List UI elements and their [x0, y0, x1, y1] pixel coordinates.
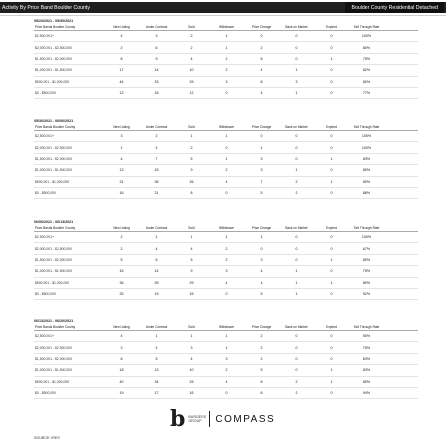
price-band-label: $1,000,001 - $1,500,000	[35, 368, 72, 373]
table-cell: 29	[189, 280, 194, 285]
table-cell: 26	[189, 179, 194, 184]
column-header: Expired	[326, 325, 337, 329]
table-cell: 2	[190, 45, 193, 50]
table-cell: 92%	[362, 292, 371, 297]
table-cell: 1	[295, 168, 298, 173]
table-cell: 83%	[362, 368, 371, 373]
table-row	[34, 377, 418, 388]
table-cell: 0	[330, 391, 333, 396]
table-row	[34, 365, 418, 376]
table-cell: 1	[225, 156, 228, 161]
table-cell: 14	[154, 269, 159, 274]
table-row	[34, 165, 418, 176]
table-cell: 77%	[362, 91, 371, 96]
table-cell: 0	[295, 368, 298, 373]
column-header: Sold	[188, 325, 195, 329]
table-cell: 4	[225, 179, 228, 184]
table-cell: 2	[295, 179, 298, 184]
table-cell: 0	[295, 246, 298, 251]
table-cell: 2	[120, 246, 123, 251]
table-cell: 3	[295, 79, 298, 84]
report-title-right: Boulder County Residential Detached	[345, 2, 444, 13]
table-cell: 0	[295, 235, 298, 240]
table-cell: 1	[330, 379, 333, 384]
table-cell: 100%	[361, 235, 372, 240]
table-cell: 1	[225, 45, 228, 50]
report-title-left: Activity By Price Band Boulder County	[2, 4, 90, 11]
table-cell: 7	[155, 156, 158, 161]
column-header: Back on Market	[285, 125, 308, 129]
table-cell: 0	[330, 79, 333, 84]
table-cell: 85%	[362, 379, 371, 384]
column-header-row	[34, 124, 418, 131]
table-cell: 6	[155, 45, 158, 50]
column-header: New Listing	[113, 25, 130, 29]
column-header: Expired	[326, 226, 337, 230]
table-cell: 19	[119, 391, 124, 396]
price-band-label: $2,500,001+	[35, 235, 54, 240]
table-cell: 80%	[362, 79, 371, 84]
table-cell: 0	[330, 134, 333, 139]
table-row	[34, 266, 418, 277]
table-cell: 1	[260, 235, 263, 240]
table-cell: 0	[295, 156, 298, 161]
column-header: Sell Through Rate	[353, 325, 380, 329]
burgess-b-logo-icon: b	[170, 406, 186, 432]
table-cell: 5	[155, 356, 158, 361]
table-cell: 9	[190, 269, 193, 274]
table-cell: 13	[119, 168, 124, 173]
table-cell: 3	[225, 79, 228, 84]
table-cell: 5	[260, 191, 263, 196]
price-band-label: $1,500,001 - $2,000,000	[35, 257, 72, 262]
table-cell: 2	[120, 45, 123, 50]
table-cell: 3	[225, 269, 228, 274]
table-cell: 33	[154, 79, 159, 84]
table-cell: 31	[119, 179, 124, 184]
table-cell: 0	[225, 191, 228, 196]
table-cell: 5	[260, 292, 263, 297]
table-cell: 2	[295, 391, 298, 396]
table-cell: 0	[330, 334, 333, 339]
table-cell: 100%	[361, 134, 372, 139]
table-cell: 0	[295, 334, 298, 339]
column-header-row	[34, 24, 418, 31]
table-cell: 1	[330, 368, 333, 373]
table-row	[34, 232, 418, 243]
table-cell: 2	[225, 246, 228, 251]
table-cell: 3	[260, 168, 263, 173]
table-cell: 0	[295, 356, 298, 361]
table-cell: 2	[120, 235, 123, 240]
table-cell: 1	[225, 235, 228, 240]
table-row	[34, 243, 418, 254]
table-cell: 2	[225, 368, 228, 373]
table-cell: 1	[330, 179, 333, 184]
column-header: Under Contract	[145, 125, 168, 129]
table-cell: 16	[119, 269, 124, 274]
table-cell: 5	[260, 368, 263, 373]
column-header: Back on Market	[285, 25, 308, 29]
column-header: Price Bands Boulder County	[35, 325, 76, 329]
price-band-table	[34, 318, 418, 399]
table-cell: 9	[155, 56, 158, 61]
price-band-table	[34, 18, 418, 99]
table-cell: 2	[225, 56, 228, 61]
table-cell: 7	[260, 179, 263, 184]
column-header: Expired	[326, 25, 337, 29]
price-band-label: $2,500,001+	[35, 334, 54, 339]
table-cell: 8	[260, 379, 263, 384]
table-cell: 0	[260, 246, 263, 251]
table-cell: 1	[295, 280, 298, 285]
table-cell: 63%	[362, 356, 371, 361]
table-cell: 5	[190, 257, 193, 262]
table-row	[34, 31, 418, 42]
table-cell: 0	[330, 68, 333, 73]
source-note: SOURCE: IRES	[34, 436, 60, 440]
table-cell: 4	[120, 34, 123, 39]
table-cell: 2	[295, 191, 298, 196]
table-cell: 0	[330, 345, 333, 350]
table-cell: 1	[190, 134, 193, 139]
table-cell: 15	[154, 168, 159, 173]
table-cell: 1	[330, 257, 333, 262]
column-header: Sell Through Rate	[353, 125, 380, 129]
date-range: 05/30/2021 - 06/06/2021	[34, 119, 74, 123]
table-cell: 2	[260, 45, 263, 50]
table-cell: 89%	[362, 280, 371, 285]
table-cell: 2	[190, 34, 193, 39]
price-band-label: $500,001 - $1,000,000	[35, 280, 70, 285]
table-cell: 2	[190, 145, 193, 150]
table-cell: 4	[260, 269, 263, 274]
table-row	[34, 65, 418, 76]
table-row	[34, 54, 418, 65]
table-cell: 1	[225, 134, 228, 139]
table-cell: 12	[189, 91, 194, 96]
table-cell: 8	[260, 79, 263, 84]
table-cell: 0	[330, 91, 333, 96]
table-cell: 2	[295, 379, 298, 384]
table-cell: 44	[119, 79, 124, 84]
table-cell: 0	[330, 292, 333, 297]
table-cell: 4	[190, 56, 193, 61]
table-cell: 1	[330, 156, 333, 161]
table-cell: 88%	[362, 191, 371, 196]
table-cell: 36	[119, 280, 124, 285]
table-cell: 1	[295, 292, 298, 297]
table-cell: 16	[189, 391, 194, 396]
column-header: Under Contract	[145, 25, 168, 29]
price-band-label: $0 - $500,000	[35, 191, 56, 196]
table-row	[34, 42, 418, 53]
burgess-group-label: BURGESS GROUP	[188, 415, 206, 423]
table-row	[34, 154, 418, 165]
table-row	[34, 188, 418, 199]
table-cell: 3	[260, 257, 263, 262]
column-header: Sold	[188, 226, 195, 230]
price-band-label: $500,001 - $1,000,000	[35, 379, 70, 384]
table-cell: 8	[120, 56, 123, 61]
column-header: Price Change	[251, 25, 272, 29]
column-header: Back on Market	[285, 325, 308, 329]
table-cell: 1	[330, 56, 333, 61]
table-cell: 85%	[362, 168, 371, 173]
table-row	[34, 289, 418, 300]
column-header: Withdrawn	[218, 226, 235, 230]
table-cell: 6	[120, 356, 123, 361]
column-header: Price Change	[251, 226, 272, 230]
table-cell: 94%	[362, 391, 371, 396]
table-cell: 4	[155, 345, 158, 350]
price-band-table	[34, 219, 418, 300]
column-header: New Listing	[113, 325, 130, 329]
table-cell: 0	[330, 235, 333, 240]
table-cell: 1	[330, 280, 333, 285]
table-cell: 6	[260, 56, 263, 61]
table-cell: 3	[120, 134, 123, 139]
table-row	[34, 131, 418, 142]
table-cell: 4	[155, 145, 158, 150]
table-row	[34, 331, 418, 342]
table-cell: 2	[155, 134, 158, 139]
table-cell: 1	[120, 145, 123, 150]
table-cell: 36	[154, 179, 159, 184]
table-cell: 1	[225, 34, 228, 39]
table-cell: 6	[260, 391, 263, 396]
table-row	[34, 388, 418, 399]
table-cell: 0	[330, 45, 333, 50]
table-cell: 0	[225, 391, 228, 396]
table-cell: 0	[295, 45, 298, 50]
date-range: 05/23/2021 - 05/30/2021	[34, 19, 74, 23]
price-band-label: $2,000,001 - $2,500,000	[35, 45, 72, 50]
table-cell: 3	[120, 345, 123, 350]
price-band-table	[34, 118, 418, 199]
table-cell: 0	[295, 257, 298, 262]
table-cell: 67%	[362, 246, 371, 251]
table-cell: 2	[225, 168, 228, 173]
table-cell: 40	[119, 379, 124, 384]
table-cell: 25	[189, 379, 194, 384]
column-header: Price Change	[251, 125, 272, 129]
column-header: Withdrawn	[218, 125, 235, 129]
table-cell: 50%	[362, 334, 371, 339]
column-header: Price Bands Boulder County	[35, 25, 76, 29]
table-cell: 0	[295, 34, 298, 39]
table-cell: 4	[225, 379, 228, 384]
price-band-label: $1,500,001 - $2,000,000	[35, 356, 72, 361]
table-cell: 0	[260, 134, 263, 139]
price-band-label: $2,000,001 - $2,500,000	[35, 246, 72, 251]
table-cell: 2	[225, 257, 228, 262]
table-cell: 4	[260, 68, 263, 73]
table-cell: 34	[154, 379, 159, 384]
price-band-label: $1,000,001 - $1,500,000	[35, 68, 72, 73]
column-header: New Listing	[113, 125, 130, 129]
date-range: 06/06/2021 - 06/13/2021	[34, 220, 74, 224]
price-band-label: $2,500,001+	[35, 134, 54, 139]
table-cell: 0	[330, 168, 333, 173]
table-cell: 15	[189, 292, 194, 297]
table-cell: 0	[330, 34, 333, 39]
table-row	[34, 88, 418, 99]
table-cell: 2	[260, 356, 263, 361]
table-row	[34, 255, 418, 266]
price-band-label: $0 - $500,000	[35, 91, 56, 96]
table-cell: 100%	[361, 34, 372, 39]
table-cell: 3	[260, 156, 263, 161]
table-cell: 4	[260, 280, 263, 285]
column-header: Expired	[326, 125, 337, 129]
price-band-label: $1,500,001 - $2,000,000	[35, 156, 72, 161]
table-cell: 83%	[362, 156, 371, 161]
table-cell: 0	[295, 145, 298, 150]
table-cell: 13	[154, 368, 159, 373]
price-band-label: $1,500,001 - $2,000,000	[35, 56, 72, 61]
brand-logo	[170, 408, 275, 430]
table-cell: 1	[190, 235, 193, 240]
price-band-label: $0 - $500,000	[35, 292, 56, 297]
table-cell: 1	[225, 334, 228, 339]
column-header: New Listing	[113, 226, 130, 230]
column-header: Under Contract	[145, 226, 168, 230]
table-cell: 0	[330, 246, 333, 251]
column-header: Withdrawn	[218, 25, 235, 29]
table-cell: 0	[295, 134, 298, 139]
column-header: Price Bands Boulder County	[35, 125, 76, 129]
table-cell: 17	[119, 68, 124, 73]
table-cell: 75%	[362, 345, 371, 350]
table-cell: 29	[189, 79, 194, 84]
table-row	[34, 142, 418, 153]
table-cell: 4	[190, 356, 193, 361]
column-header: Withdrawn	[218, 325, 235, 329]
table-cell: 6	[155, 257, 158, 262]
table-cell: 1	[155, 334, 158, 339]
price-band-label: $500,001 - $1,000,000	[35, 79, 70, 84]
table-cell: 18	[154, 91, 159, 96]
table-row	[34, 354, 418, 365]
logo-divider	[209, 411, 210, 427]
table-cell: 4	[260, 91, 263, 96]
table-cell: 80%	[362, 257, 371, 262]
column-header: Under Contract	[145, 325, 168, 329]
table-cell: 25	[119, 292, 124, 297]
column-header: Sell Through Rate	[353, 226, 380, 230]
table-cell: 4	[120, 334, 123, 339]
table-cell: 19	[154, 292, 159, 297]
table-cell: 17	[154, 391, 159, 396]
table-cell: 10	[189, 68, 194, 73]
table-cell: 4	[190, 246, 193, 251]
table-cell: 4	[225, 280, 228, 285]
divider	[0, 15, 446, 16]
table-cell: 82%	[362, 68, 371, 73]
price-band-label: $1,000,001 - $1,500,000	[35, 168, 72, 173]
price-band-label: $2,500,001+	[35, 34, 54, 39]
price-band-label: $2,000,001 - $2,500,000	[35, 345, 72, 350]
table-cell: 0	[330, 269, 333, 274]
table-cell: 100%	[361, 145, 372, 150]
table-row	[34, 342, 418, 353]
table-cell: 0	[330, 191, 333, 196]
table-cell: 1	[295, 269, 298, 274]
table-cell: 21	[154, 191, 159, 196]
price-band-label: $500,001 - $1,000,000	[35, 179, 70, 184]
table-cell: 75%	[362, 56, 371, 61]
table-cell: 1	[190, 334, 193, 339]
table-cell: 0	[225, 292, 228, 297]
column-header: Back on Market	[285, 226, 308, 230]
table-cell: 0	[225, 145, 228, 150]
table-cell: 4	[155, 246, 158, 251]
table-cell: 89%	[362, 179, 371, 184]
table-row	[34, 77, 418, 88]
column-header-row	[34, 324, 418, 331]
table-cell: 80%	[362, 45, 371, 50]
table-cell: 14	[154, 68, 159, 73]
table-cell: 1	[225, 345, 228, 350]
table-cell: 75%	[362, 269, 371, 274]
table-cell: 3	[225, 356, 228, 361]
table-cell: 18	[119, 368, 124, 373]
table-cell: 10	[189, 368, 194, 373]
table-cell: 9	[190, 168, 193, 173]
table-cell: 16	[119, 191, 124, 196]
table-row	[34, 177, 418, 188]
column-header: Sold	[188, 125, 195, 129]
table-cell: 2	[225, 68, 228, 73]
table-cell: 3	[190, 345, 193, 350]
table-cell: 1	[260, 145, 263, 150]
compass-wordmark: COMPASS	[215, 413, 276, 425]
column-header: Price Bands Boulder County	[35, 226, 76, 230]
column-header: Sold	[188, 25, 195, 29]
table-cell: 0	[295, 345, 298, 350]
table-cell: 2	[260, 334, 263, 339]
price-band-label: $0 - $500,000	[35, 391, 56, 396]
table-cell: 0	[330, 145, 333, 150]
table-cell: 0	[295, 56, 298, 61]
table-cell: 1	[295, 68, 298, 73]
column-header: Price Change	[251, 325, 272, 329]
price-band-label: $2,000,001 - $2,500,000	[35, 145, 72, 150]
column-header-row	[34, 225, 418, 232]
table-cell: 4	[120, 156, 123, 161]
table-cell: 1	[295, 91, 298, 96]
column-header: Sell Through Rate	[353, 25, 380, 29]
table-cell: 0	[330, 356, 333, 361]
table-cell: 0	[260, 34, 263, 39]
price-band-label: $1,000,001 - $1,500,000	[35, 269, 72, 274]
table-cell: 5	[190, 156, 193, 161]
table-row	[34, 278, 418, 289]
table-cell: 1	[155, 235, 158, 240]
table-cell: 3	[155, 34, 158, 39]
table-cell: 0	[225, 91, 228, 96]
date-range: 06/13/2021 - 06/20/2021	[34, 319, 74, 323]
table-cell: 39	[154, 280, 159, 285]
table-cell: 2	[260, 345, 263, 350]
table-cell: 13	[119, 91, 124, 96]
report-header	[0, 2, 446, 13]
table-cell: 5	[120, 257, 123, 262]
table-cell: 8	[190, 191, 193, 196]
